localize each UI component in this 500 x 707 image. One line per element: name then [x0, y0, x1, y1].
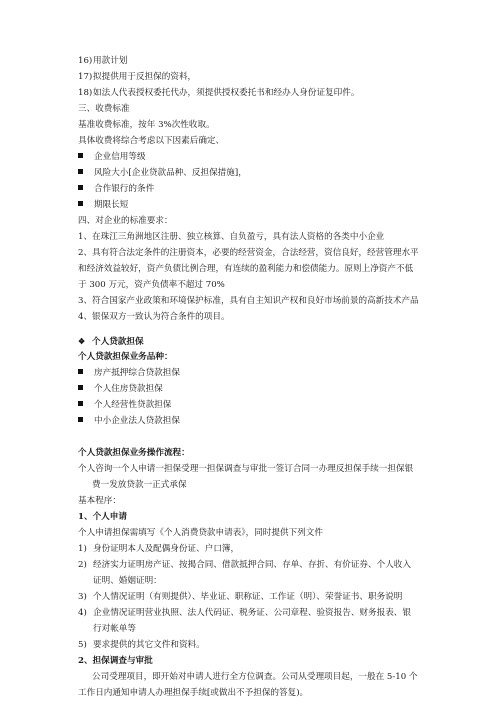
paragraph-line: 于 300 万元，资产负债率不超过 70% [78, 280, 225, 290]
list-item: 18)如法人代表授权委托代办，须提供授权委托书和经办人身份证复印件。 [78, 88, 360, 98]
bullet-item: 个人住房贷款担保 [78, 384, 163, 395]
paragraph-line: 具体收费将综合考虑以下因素后确定、 [78, 136, 225, 146]
bullet-item: 风险大小[企业贷款品种、反担保措施]， [78, 168, 247, 179]
bullet-item: 个人经营性贷款担保 [78, 400, 171, 411]
bullet-item: 企业信用等级 [78, 152, 146, 163]
paragraph-line: 和经济效益较好，资产负债比例合理，有连续的盈利能力和偿债能力。原则上净资产不低 [78, 264, 414, 274]
paragraph-line: 个人咨询一个人申请一担保受理一担保调查与审批一签订合同一办理反担保手续一担保银 [78, 464, 414, 474]
paragraph-line: 个人申请担保需填写《个人消费贷款申请表》，同时提供下列文件 [78, 528, 323, 538]
paragraph-line: 基准收费标准，按年 3%次性收取。 [78, 120, 215, 130]
square-bullet-icon [78, 201, 83, 206]
bullet-item: 合作银行的条件 [78, 184, 154, 195]
list-item-continuation: 行对帐单等 [93, 624, 136, 634]
paragraph-line: 公司受理项目，即开始对申请人进行全方位调查。公司从受理项目起，一般在 5-10 个 [92, 672, 418, 682]
list-item: 3) 个人情况证明（有则提供）、毕业证、职称证、工作证（明）、荣誉证书、职务说明 [78, 592, 403, 602]
paragraph-line: 基本程序： [78, 496, 121, 506]
square-bullet-icon [78, 369, 83, 374]
bullet-item: 房产抵押综合贷款担保 [78, 368, 180, 379]
square-bullet-icon [78, 401, 83, 406]
bullet-item: 期限长短 [78, 200, 128, 211]
paragraph-line: 3、符合国家产业政策和环境保护标准，具有自主知识产权和良好市场前景的高新技术产品 [78, 296, 419, 306]
list-item: 4) 企业情况证明营业执照、法人代码证、税务证、公司章程、验资报告、财务报表、银 [78, 608, 411, 618]
square-bullet-icon [78, 385, 83, 390]
square-bullet-icon [78, 185, 83, 190]
step-heading: 1、个人申请 [78, 512, 127, 522]
square-bullet-icon [78, 153, 83, 158]
section-heading: 三、收费标准 [78, 104, 130, 114]
paragraph-line: 2、具有符合法定条件的注册资本，必要的经营资金，合法经营，资信良好，经营管理水平 [78, 248, 419, 258]
square-bullet-icon [78, 169, 83, 174]
section-heading: 四、对企业的标准要求： [78, 216, 173, 226]
paragraph-line: 1、在珠江三角洲地区注册、独立核算、自负盈亏，具有法人资格的各类中小企业 [78, 232, 385, 242]
list-item: 2) 经济实力证明房产证、按揭合同、借款抵押合同、存单、存折、有价证券、个人收入 [78, 560, 411, 570]
step-heading: 2、担保调查与审批 [78, 656, 153, 666]
subsection-heading: 个人贷款担保业务操作流程： [78, 448, 190, 458]
list-item: 17)拟提供用于反担保的资料， [78, 72, 197, 82]
list-item: 5) 要求提供的其它文件和资料。 [78, 640, 205, 650]
list-item-continuation: 证明、婚姻证明： [93, 576, 162, 586]
paragraph-line: 4、银保双方一致认为符合条件的项目。 [78, 312, 230, 322]
list-item: 16)用款计划 [78, 56, 128, 66]
subsection-heading: 个人贷款担保业务品种： [78, 352, 173, 362]
paragraph-line: 费一发放贷款一正式承保 [92, 480, 187, 490]
square-bullet-icon [78, 417, 83, 422]
bullet-item: 中小企业法人贷款担保 [78, 416, 180, 427]
paragraph-line: 工作日内通知申请人办理担保手续[或做出不予担保的答复)。 [78, 688, 309, 698]
section-heading: ❖ 个人贷款担保 [78, 336, 144, 347]
list-item: 1) 身份证明本人及配偶身份证、户口簿， [78, 544, 240, 554]
diamond-bullet-icon: ❖ [78, 336, 86, 346]
